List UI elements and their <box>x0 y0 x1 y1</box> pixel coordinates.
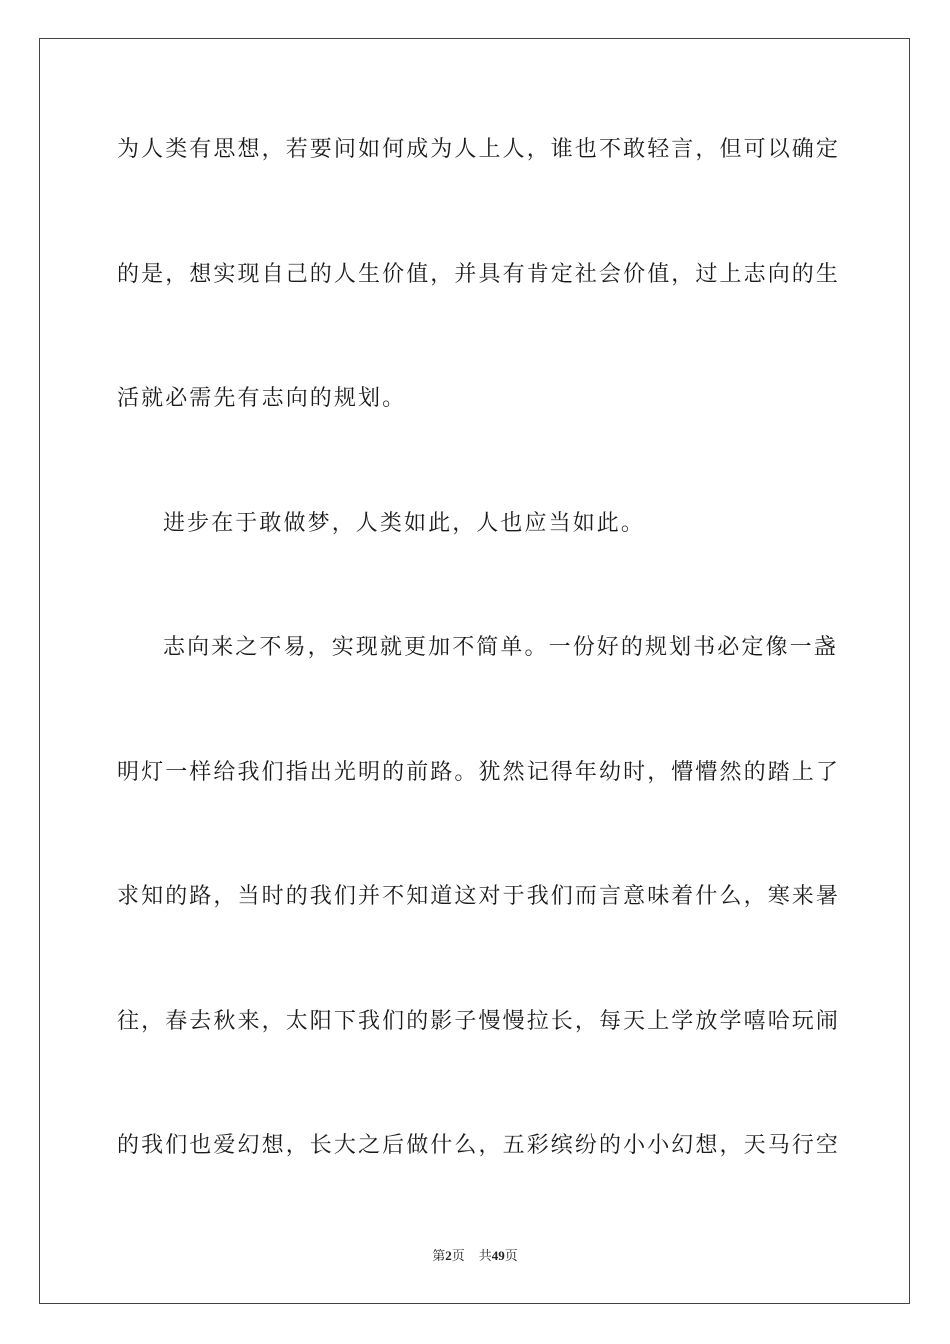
paragraph-line-4: 进步在于敢做梦，人类如此，人也应当如此。 <box>163 511 646 536</box>
footer-page-suffix: 页 <box>451 1248 465 1263</box>
body-text-line-7: 求知的路，当时的我们并不知道这对于我们而言意味着什么，寒来暑 <box>117 884 841 909</box>
body-text-line-1: 为人类有思想，若要问如何成为人上人，谁也不敢轻言，但可以确定 <box>117 137 841 162</box>
page-footer <box>0 1245 950 1264</box>
body-text-line-9: 的我们也爱幻想，长大之后做什么，五彩缤纷的小小幻想，天马行空 <box>117 1133 841 1158</box>
body-text-line-8: 往，春去秋来，太阳下我们的影子慢慢拉长，每天上学放学嘻哈玩闹 <box>117 1009 841 1034</box>
footer-total-prefix: 共 <box>478 1248 492 1263</box>
body-text-line-3: 活就必需先有志向的规划。 <box>117 386 407 411</box>
body-text-line-6: 明灯一样给我们指出光明的前路。犹然记得年幼时，懵懵然的踏上了 <box>117 760 841 785</box>
footer-page-number: 2 <box>445 1248 452 1263</box>
footer-page-prefix: 第 <box>432 1248 446 1263</box>
paragraph-line-5: 志向来之不易，实现就更加不简单。一份好的规划书必定像一盏 <box>163 635 838 660</box>
footer-total-suffix: 页 <box>504 1248 518 1263</box>
footer-total-pages: 49 <box>491 1248 505 1263</box>
body-text-line-2: 的是，想实现自己的人生价值，并具有肯定社会价值，过上志向的生 <box>117 262 841 287</box>
page-border <box>39 38 910 1304</box>
